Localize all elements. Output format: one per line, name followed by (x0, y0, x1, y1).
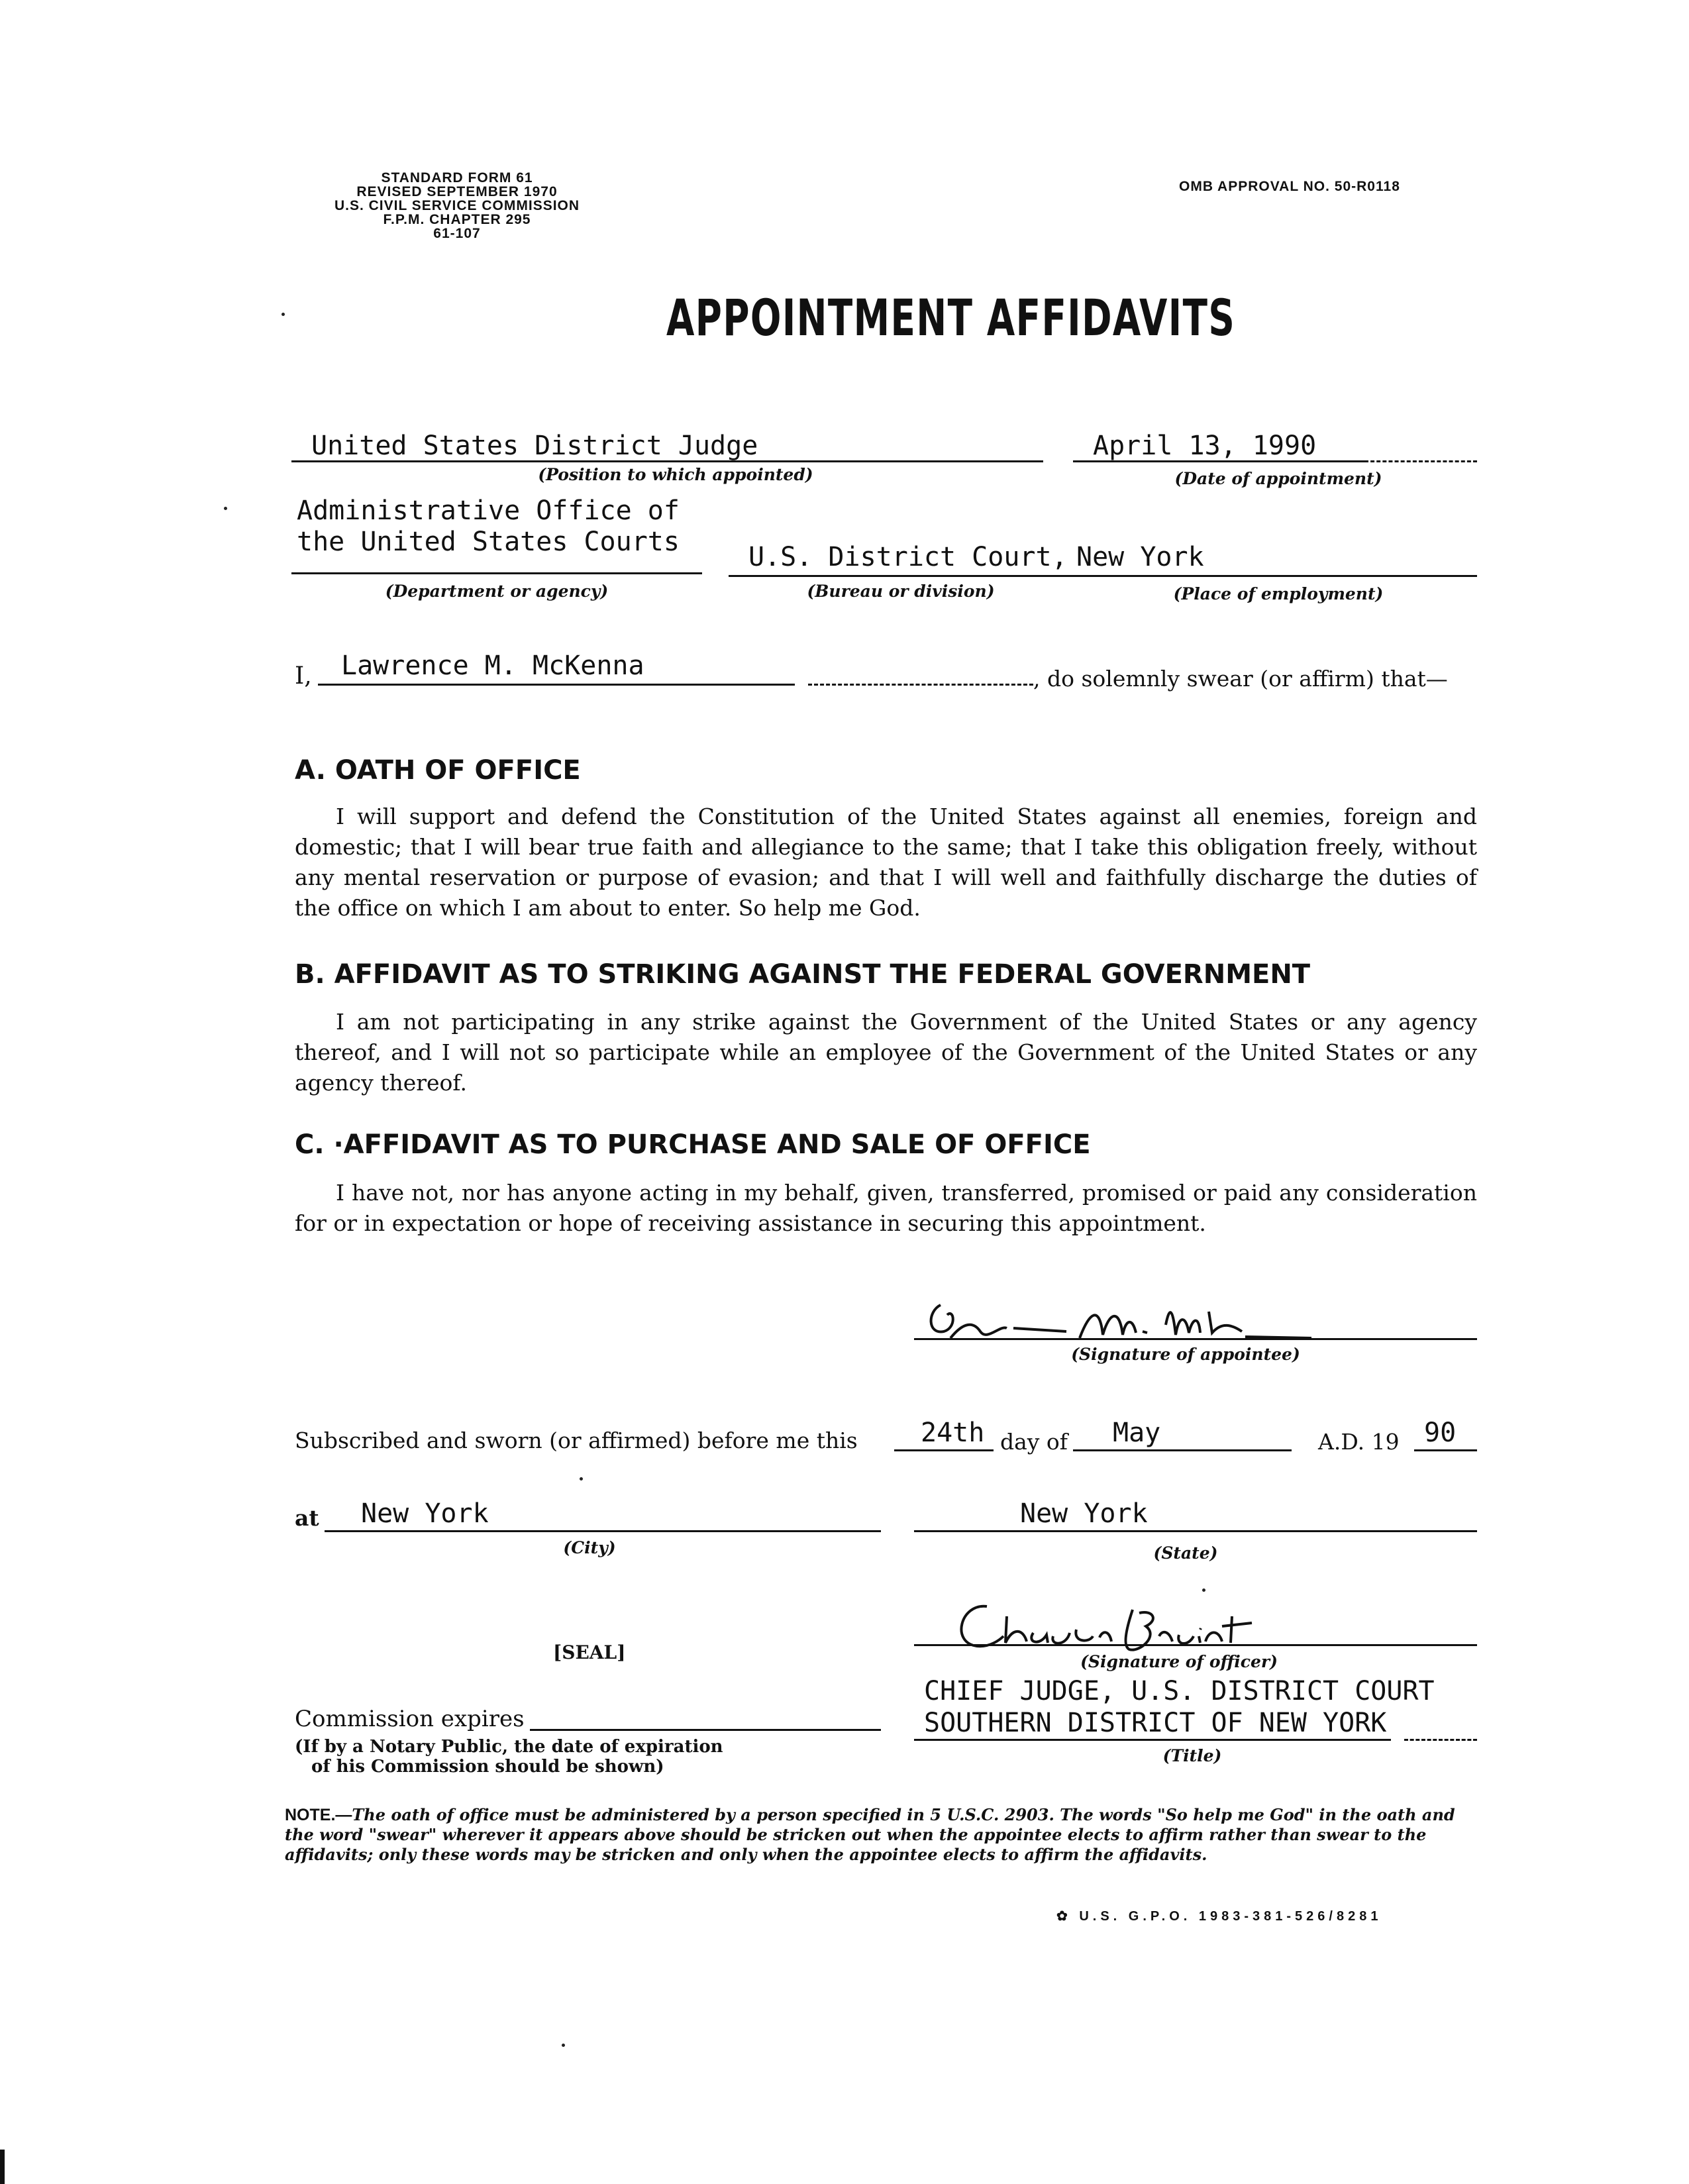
section-a-heading: A. OATH OF OFFICE (295, 755, 581, 786)
position-underline (291, 460, 1043, 462)
sworn-prefix: Subscribed and sworn (or affirmed) before me this (295, 1428, 858, 1453)
bureau-field: U.S. District Court, (748, 542, 1068, 572)
note-text: The oath of office must be administered by a person specified in 5 U.S.C. 2903. The words "So help me God" in the oath and the word "swear" wherever it appears above should be stricken out when the appointee elects to affirm rather than swear to the affidavits; only these words may be stricken and only when the appointee elects to affirm the affidavits. (285, 1805, 1455, 1864)
department-caption: (Department or agency) (385, 582, 609, 601)
form-code: 61-107 (433, 226, 481, 241)
name-underline-dashed (808, 684, 1033, 686)
commission-underline (530, 1729, 881, 1731)
position-caption: (Position to which appointed) (538, 465, 813, 484)
state-caption: (State) (1153, 1543, 1218, 1563)
omb-approval: OMB APPROVAL NO. 50-R0118 (1179, 179, 1400, 194)
state-underline (914, 1530, 1477, 1532)
department-underline (291, 572, 702, 574)
commission-note-line-1: (If by a Notary Public, the date of expiration (295, 1737, 723, 1757)
officer-title-caption: (Title) (1162, 1746, 1222, 1765)
department-line-2: the United States Courts (297, 527, 680, 557)
sworn-year: 90 (1424, 1418, 1457, 1448)
place-underline (1073, 575, 1477, 577)
bureau-caption: (Bureau or division) (807, 582, 995, 601)
commission-note-line-2: of his Commission should be shown) (311, 1757, 664, 1777)
officer-signature-line (914, 1644, 1477, 1646)
section-c-heading: C. ·AFFIDAVIT AS TO PURCHASE AND SALE OF OFFICE (295, 1129, 1091, 1160)
seal-placeholder: [SEAL] (553, 1641, 626, 1663)
appointee-signature-line (914, 1338, 1477, 1340)
appointee-name: Lawrence M. McKenna (341, 650, 644, 681)
scan-edge-mark (0, 2150, 5, 2184)
note-label: NOTE.— (285, 1806, 352, 1824)
date-field: April 13, 1990 (1093, 431, 1317, 461)
bureau-underline (729, 575, 1073, 577)
place-field: New York (1076, 542, 1204, 572)
scan-speck (1202, 1588, 1205, 1592)
city-underline (325, 1530, 881, 1532)
scan-speck (562, 2044, 565, 2047)
sworn-day-of: day of (1000, 1429, 1068, 1455)
form-agency: U.S. CIVIL SERVICE COMMISSION (334, 198, 580, 213)
officer-title-line-1: CHIEF JUDGE, U.S. DISTRICT COURT (924, 1676, 1435, 1706)
position-field: United States District Judge (311, 431, 758, 461)
section-c-text: I have not, nor has anyone acting in my behalf, given, transferred, promised or paid any consideration for or in expectation or hope of receiving assistance in securing this appointment. (295, 1180, 1477, 1236)
section-b-heading: B. AFFIDAVIT AS TO STRIKING AGAINST THE FEDERAL GOVERNMENT (295, 959, 1311, 990)
section-b-text: I am not participating in any strike against the Government of the United States or any agency thereof, and I will not so participate while an employee of the Government of the United States or any agency thereof. (295, 1009, 1477, 1096)
date-underline (1073, 460, 1364, 462)
at-label: at (295, 1505, 319, 1531)
scan-speck (580, 1477, 583, 1481)
scan-speck (224, 507, 227, 510)
city-field: New York (361, 1498, 489, 1529)
officer-title-underline (914, 1739, 1391, 1741)
form-number: STANDARD FORM 61 (381, 170, 533, 185)
sworn-year-underline (1414, 1449, 1477, 1451)
form-chapter: F.P.M. CHAPTER 295 (383, 212, 531, 227)
gpo-code: ✿ U.S. G.P.O. 1983-381-526/8281 (1056, 1909, 1382, 1924)
sworn-ad: A.D. 19 (1318, 1429, 1400, 1455)
department-line-1: Administrative Office of (297, 495, 680, 526)
city-caption: (City) (563, 1538, 616, 1557)
sworn-day-underline (894, 1449, 994, 1451)
section-a-text: I will support and defend the Constitution of the United States against all enemies, foreign and domestic; that I will bear true faith and allegiance to the same; that I take this obligation freely, without any mental reservation or purpose of evasion; and that I will well and faithfully discharge the duties of the office on which I am about to enter. So help me God. (295, 804, 1477, 921)
page-title: APPOINTMENT AFFIDAVITS (666, 288, 1236, 347)
name-underline (318, 684, 795, 686)
form-identification (285, 171, 629, 240)
date-caption: (Date of appointment) (1174, 469, 1382, 488)
commission-label: Commission expires (295, 1706, 525, 1732)
oath-prefix: I, (295, 662, 312, 690)
sworn-month: May (1113, 1418, 1161, 1448)
officer-title-underline-dashed (1404, 1739, 1477, 1741)
scan-speck (282, 313, 285, 316)
place-caption: (Place of employment) (1173, 584, 1384, 603)
appointee-signature-caption: (Signature of appointee) (1071, 1345, 1300, 1364)
sworn-month-underline (1073, 1449, 1292, 1451)
officer-title-line-2: SOUTHERN DISTRICT OF NEW YORK (924, 1708, 1387, 1738)
oath-suffix: , do solemnly swear (or affirm) that— (1033, 666, 1448, 692)
date-underline-dashed (1364, 460, 1477, 462)
form-revision: REVISED SEPTEMBER 1970 (356, 184, 558, 199)
sworn-day: 24th (921, 1418, 985, 1448)
officer-signature-caption: (Signature of officer) (1080, 1652, 1278, 1671)
footer-note (285, 1805, 1477, 1865)
state-field: New York (1020, 1498, 1148, 1529)
